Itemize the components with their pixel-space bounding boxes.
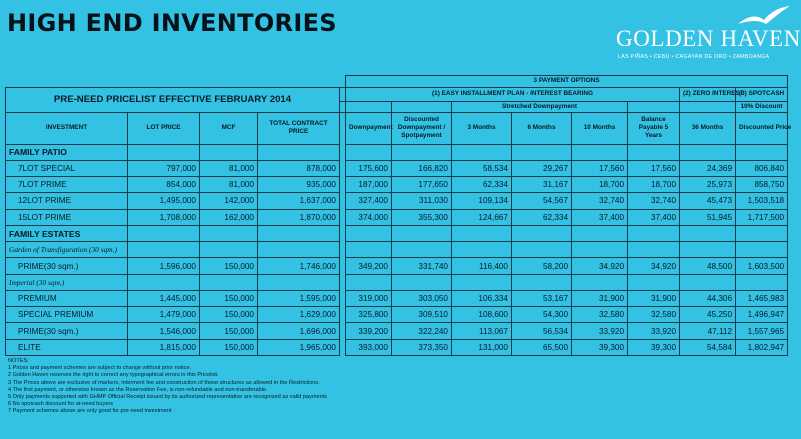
col-10-months: 10 Months	[572, 113, 628, 144]
cell-ddp: 373,350	[392, 339, 452, 355]
cell-ddp: 303,050	[392, 290, 452, 306]
stretched-downpayment-header: Stretched Downpayment	[452, 101, 628, 113]
cell-dp: 327,400	[346, 193, 392, 209]
cell-tcp: 1,965,000	[258, 339, 340, 355]
section-row	[6, 274, 788, 290]
cell-dp: 393,000	[346, 339, 392, 355]
cell-mcf: 150,000	[200, 258, 258, 274]
cell-m3: 116,400	[452, 258, 512, 274]
subsection-imperial: Imperial (30 sqm.)	[6, 274, 128, 290]
cell-dp: 175,600	[346, 160, 392, 176]
cell-tcp: 1,629,000	[258, 307, 340, 323]
section-family-patio: FAMILY PATIO	[6, 144, 128, 160]
cell-m36: 45,250	[680, 307, 736, 323]
plan-zero-interest-header: (2) ZERO INTEREST	[680, 87, 736, 101]
cell-lot: 1,495,000	[128, 193, 200, 209]
plan-spotcash-header: (3) SPOTCASH	[736, 87, 788, 101]
section-row	[6, 225, 788, 241]
cell-tcp: 878,000	[258, 160, 340, 176]
cell-m10: 31,900	[572, 290, 628, 306]
cell-m6: 54,300	[512, 307, 572, 323]
notes-heading: NOTES:	[8, 358, 29, 364]
cell-bal: 18,700	[628, 177, 680, 193]
cell-m3: 131,000	[452, 339, 512, 355]
cell-mcf: 162,000	[200, 209, 258, 225]
cell-ddp: 309,510	[392, 307, 452, 323]
cell-disc: 1,603,500	[736, 258, 788, 274]
cell-m10: 32,580	[572, 307, 628, 323]
cell-m6: 54,567	[512, 193, 572, 209]
plan-installment-header: (1) EASY INSTALLMENT PLAN - INTEREST BEARING	[346, 87, 680, 101]
cell-m6: 65,500	[512, 339, 572, 355]
cell-bal: 37,400	[628, 209, 680, 225]
cell-m36: 24,369	[680, 160, 736, 176]
cell-dp: 339,200	[346, 323, 392, 339]
note-item: 2 Golden Haven reserves the right to correct any typographical errors in this Pricelist.	[8, 372, 219, 379]
table-row	[6, 339, 788, 355]
cell-mcf: 150,000	[200, 290, 258, 306]
cell-ddp: 166,820	[392, 160, 452, 176]
cell-m3: 124,667	[452, 209, 512, 225]
cell-m10: 33,920	[572, 323, 628, 339]
cell-mcf: 142,000	[200, 193, 258, 209]
page-title: HIGH END INVENTORIES	[7, 9, 337, 37]
note-item: 6 No spotcash discount for at-need buyers	[8, 401, 114, 408]
section-row	[6, 144, 788, 160]
cell-bal: 32,740	[628, 193, 680, 209]
cell-m3: 108,600	[452, 307, 512, 323]
cell-bal: 32,580	[628, 307, 680, 323]
cell-tcp: 1,746,000	[258, 258, 340, 274]
cell-lot: 1,445,000	[128, 290, 200, 306]
cell-m6: 29,267	[512, 160, 572, 176]
cell-tcp: 1,870,000	[258, 209, 340, 225]
cell-m36: 47,112	[680, 323, 736, 339]
col-6-months: 6 Months	[512, 113, 572, 144]
col-downpayment: Downpayment	[346, 113, 392, 144]
cell-mcf: 150,000	[200, 339, 258, 355]
cell-dp: 374,000	[346, 209, 392, 225]
table-row	[6, 258, 788, 274]
investment-name: PREMIUM	[6, 290, 128, 306]
table-row	[6, 193, 788, 209]
cell-bal: 17,560	[628, 160, 680, 176]
cell-m10: 32,740	[572, 193, 628, 209]
cell-mcf: 150,000	[200, 323, 258, 339]
cell-bal: 33,920	[628, 323, 680, 339]
cell-disc: 1,465,983	[736, 290, 788, 306]
table-row	[6, 177, 788, 193]
cell-mcf: 150,000	[200, 307, 258, 323]
cell-m6: 53,167	[512, 290, 572, 306]
effective-date-label: PRE-NEED PRICELIST EFFECTIVE FEBRUARY 2014	[6, 87, 340, 113]
cell-m10: 39,300	[572, 339, 628, 355]
cell-disc: 858,750	[736, 177, 788, 193]
cell-ddp: 322,240	[392, 323, 452, 339]
cell-lot: 797,000	[128, 160, 200, 176]
cell-m6: 31,167	[512, 177, 572, 193]
cell-ddp: 355,300	[392, 209, 452, 225]
cell-m3: 106,334	[452, 290, 512, 306]
table-row	[6, 290, 788, 306]
cell-m36: 48,500	[680, 258, 736, 274]
cell-m36: 54,584	[680, 339, 736, 355]
col-balance-payable: Balance Payable 5 Years	[628, 113, 680, 144]
table-row	[6, 307, 788, 323]
table-row	[6, 323, 788, 339]
cell-dp: 325,800	[346, 307, 392, 323]
cell-disc: 1,496,947	[736, 307, 788, 323]
cell-ddp: 177,650	[392, 177, 452, 193]
investment-name: SPECIAL PREMIUM	[6, 307, 128, 323]
col-mcf: MCF	[200, 113, 258, 144]
cell-lot: 1,596,000	[128, 258, 200, 274]
col-discounted-downpayment: Discounted Downpayment / Spotpayment	[392, 113, 452, 144]
cell-dp: 349,200	[346, 258, 392, 274]
col-lot-price: LOT PRICE	[128, 113, 200, 144]
cell-m3: 58,534	[452, 160, 512, 176]
cell-m6: 58,200	[512, 258, 572, 274]
col-investment: INVESTMENT	[6, 113, 128, 144]
table-row	[6, 209, 788, 225]
cell-m10: 34,920	[572, 258, 628, 274]
cell-bal: 39,300	[628, 339, 680, 355]
cell-m6: 62,334	[512, 209, 572, 225]
cell-m36: 45,473	[680, 193, 736, 209]
col-3-months: 3 Months	[452, 113, 512, 144]
notes-section	[8, 358, 327, 416]
investment-name: 7LOT PRIME	[6, 177, 128, 193]
cell-bal: 31,900	[628, 290, 680, 306]
cell-dp: 187,000	[346, 177, 392, 193]
spotcash-discount-label: 10% Discount	[736, 101, 788, 113]
brand-locations: LAS PIÑAS • CEBU • CAGAYAN DE ORO • ZAMBOANGA	[618, 54, 770, 60]
cell-lot: 1,815,000	[128, 339, 200, 355]
note-item: 1 Prices and payment schemes are subject to change without prior notice.	[8, 365, 192, 372]
investment-name: 15LOT PRIME	[6, 209, 128, 225]
investment-name: 12LOT PRIME	[6, 193, 128, 209]
cell-tcp: 1,595,000	[258, 290, 340, 306]
note-item: 3 The Prices above are exclusive of markers, interment fee and construction of those structures as allowed in the Restrictions.	[8, 379, 320, 386]
cell-mcf: 81,000	[200, 160, 258, 176]
cell-tcp: 935,000	[258, 177, 340, 193]
cell-m36: 44,306	[680, 290, 736, 306]
investment-name: PRIME(30 sqm.)	[6, 323, 128, 339]
cell-disc: 1,503,518	[736, 193, 788, 209]
note-item: 7 Payment schemes above are only good for pre-need investment	[8, 408, 172, 415]
cell-disc: 1,717,500	[736, 209, 788, 225]
cell-tcp: 1,696,000	[258, 323, 340, 339]
note-item: 5 Only payments supported with GHMP Official Receipt issued by its authorized representative are recognized as valid payments	[8, 394, 328, 401]
subsection-garden: Garden of Transfiguration (30 sqm.)	[6, 242, 128, 258]
section-family-estates: FAMILY ESTATES	[6, 225, 128, 241]
investment-name: PRIME(30 sqm.)	[6, 258, 128, 274]
section-row	[6, 242, 788, 258]
cell-lot: 854,000	[128, 177, 200, 193]
investment-name: 7LOT SPECIAL	[6, 160, 128, 176]
cell-disc: 1,802,947	[736, 339, 788, 355]
cell-disc: 806,840	[736, 160, 788, 176]
payment-options-header: 3 PAYMENT OPTIONS	[346, 76, 788, 88]
cell-m3: 62,334	[452, 177, 512, 193]
col-total-contract-price: TOTAL CONTRACT PRICE	[258, 113, 340, 144]
note-item: 4 The first payment, or otherwise known as the Reservation Fee, is non-refundable and non-transferable.	[8, 386, 268, 393]
col-discounted-price: Discounted Price	[736, 113, 788, 144]
cell-dp: 319,000	[346, 290, 392, 306]
brand-name: GOLDEN HAVEN	[616, 26, 801, 51]
cell-lot: 1,708,000	[128, 209, 200, 225]
table-row	[6, 160, 788, 176]
cell-lot: 1,479,000	[128, 307, 200, 323]
investment-name: ELITE	[6, 339, 128, 355]
cell-m6: 56,534	[512, 323, 572, 339]
cell-mcf: 81,000	[200, 177, 258, 193]
cell-disc: 1,557,965	[736, 323, 788, 339]
col-36-months: 36 Months	[680, 113, 736, 144]
cell-m3: 109,134	[452, 193, 512, 209]
cell-m10: 37,400	[572, 209, 628, 225]
cell-m10: 17,560	[572, 160, 628, 176]
cell-m36: 25,973	[680, 177, 736, 193]
cell-tcp: 1,637,000	[258, 193, 340, 209]
pricelist-table	[5, 75, 792, 356]
cell-ddp: 311,030	[392, 193, 452, 209]
cell-lot: 1,546,000	[128, 323, 200, 339]
cell-m10: 18,700	[572, 177, 628, 193]
cell-m3: 113,067	[452, 323, 512, 339]
cell-bal: 34,920	[628, 258, 680, 274]
cell-m36: 51,945	[680, 209, 736, 225]
cell-ddp: 331,740	[392, 258, 452, 274]
